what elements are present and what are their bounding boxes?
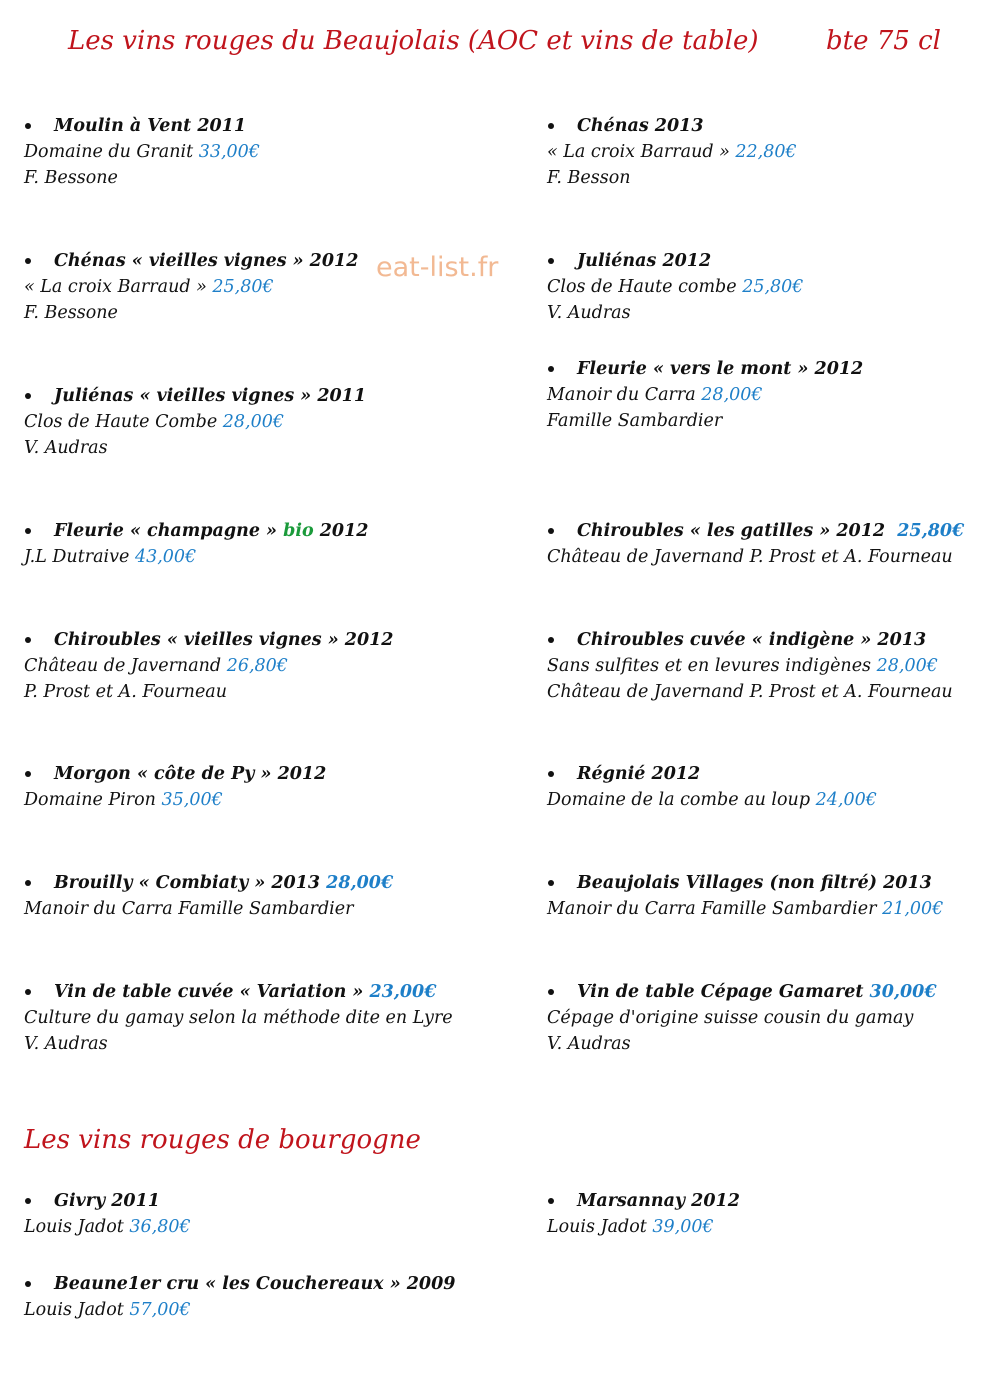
wine-producer: Louis Jadot <box>547 1217 647 1237</box>
wine-grower: F. Bessone <box>24 303 118 323</box>
wine-entry <box>24 979 453 1057</box>
wine-price: 57,00€ <box>129 1300 191 1320</box>
wine-name: Juliénas « vieilles vignes » 2011 <box>24 383 366 409</box>
wine-price: 21,00€ <box>882 899 944 919</box>
wine-entry <box>24 113 260 191</box>
wine-grower: V. Audras <box>547 303 631 323</box>
wine-grower: P. Prost et A. Fourneau <box>24 682 228 702</box>
wine-producer: Clos de Haute Combe <box>24 412 218 432</box>
wine-entry <box>24 1188 191 1240</box>
wine-producer: Manoir du Carra Famille Sambardier <box>547 899 877 919</box>
wine-producer: « La croix Barraud » <box>24 277 207 297</box>
page-title: Les vins rouges du Beaujolais (AOC et vins de table) <box>68 26 759 56</box>
wine-producer: Domaine du Granit <box>24 142 194 162</box>
wine-entry <box>547 1188 740 1240</box>
wine-price: 28,00€ <box>326 873 394 893</box>
wine-grower: V. Audras <box>24 438 108 458</box>
wine-producer: J.L Dutraive <box>24 547 130 567</box>
wine-entry <box>547 627 953 705</box>
wine-grower: V. Audras <box>547 1034 631 1054</box>
wine-name: Régnié 2012 <box>547 761 877 787</box>
wine-entry <box>547 870 943 922</box>
wine-grower: Famille Sambardier <box>547 411 723 431</box>
wine-price: 25,80€ <box>897 521 965 541</box>
wine-producer: Château de Javernand P. Prost et A. Fourneau <box>547 547 953 567</box>
wine-price: 25,80€ <box>742 277 804 297</box>
wine-producer: Manoir du Carra <box>547 385 696 405</box>
wine-name: Chiroubles cuvée « indigène » 2013 <box>547 627 953 653</box>
wine-name: Morgon « côte de Py » 2012 <box>24 761 326 787</box>
wine-entry <box>547 979 937 1057</box>
section-title: Les vins rouges de bourgogne <box>24 1125 421 1155</box>
wine-entry <box>547 518 964 570</box>
wine-price: 43,00€ <box>134 547 197 567</box>
wine-producer: Château de Javernand <box>24 656 222 676</box>
wine-producer: Manoir du Carra Famille Sambardier <box>24 899 354 919</box>
wine-price: 23,00€ <box>369 982 437 1002</box>
bio-label: bio <box>283 521 314 541</box>
wine-price: 26,80€ <box>226 656 288 676</box>
wine-producer: Louis Jadot <box>24 1217 124 1237</box>
wine-entry <box>24 518 368 570</box>
wine-name: Givry 2011 <box>24 1188 191 1214</box>
wine-name: Beaune1er cru « les Couchereaux » 2009 <box>24 1271 455 1297</box>
wine-price: 33,00€ <box>198 142 260 162</box>
wine-name: Brouilly « Combiaty » 2013 28,00€ <box>24 870 393 896</box>
wine-price: 28,00€ <box>876 656 938 676</box>
wine-entry <box>547 113 797 191</box>
wine-entry <box>24 870 393 922</box>
wine-price: 22,80€ <box>735 142 797 162</box>
wine-name: Chénas « vieilles vignes » 2012 <box>24 248 358 274</box>
wine-price: 28,00€ <box>701 385 763 405</box>
wine-entry <box>547 248 803 326</box>
wine-entry <box>24 383 366 461</box>
wine-name: Vin de table cuvée « Variation » 23,00€ <box>24 979 453 1005</box>
wine-price: 25,80€ <box>212 277 274 297</box>
wine-name: Chénas 2013 <box>547 113 797 139</box>
wine-name: Chiroubles « vieilles vignes » 2012 <box>24 627 393 653</box>
wine-producer: « La croix Barraud » <box>547 142 730 162</box>
wine-producer: Clos de Haute combe <box>547 277 737 297</box>
wine-producer: Domaine Piron <box>24 790 156 810</box>
wine-producer: Louis Jadot <box>24 1300 124 1320</box>
wine-name: Fleurie « vers le mont » 2012 <box>547 356 863 382</box>
wine-price: 24,00€ <box>815 790 877 810</box>
watermark: eat-list.fr <box>376 252 499 283</box>
wine-price: 30,00€ <box>869 982 937 1002</box>
wine-entry <box>24 761 326 813</box>
wine-entry <box>24 1271 455 1323</box>
wine-name: Beaujolais Villages (non filtré) 2013 <box>547 870 943 896</box>
wine-price: 36,80€ <box>129 1217 191 1237</box>
wine-entry <box>547 356 863 434</box>
wine-grower: F. Bessone <box>24 168 118 188</box>
wine-price: 35,00€ <box>161 790 223 810</box>
wine-producer: Domaine de la combe au loup <box>547 790 811 810</box>
wine-grower: F. Besson <box>547 168 631 188</box>
wine-name: Fleurie « champagne » bio 2012 <box>24 518 368 544</box>
wine-entry <box>547 761 877 813</box>
wine-name: Moulin à Vent 2011 <box>24 113 260 139</box>
wine-price: 28,00€ <box>222 412 284 432</box>
wine-entry <box>24 627 393 705</box>
wine-name: Chiroubles « les gatilles » 2012 25,80€ <box>547 518 964 544</box>
wine-name: Vin de table Cépage Gamaret 30,00€ <box>547 979 937 1005</box>
wine-price: 39,00€ <box>652 1217 714 1237</box>
wine-description: Cépage d'origine suisse cousin du gamay <box>547 1008 914 1028</box>
bottle-size-label: bte 75 cl <box>826 26 941 56</box>
wine-name: Juliénas 2012 <box>547 248 803 274</box>
wine-description: Culture du gamay selon la méthode dite en Lyre <box>24 1008 453 1028</box>
wine-producer: Château de Javernand P. Prost et A. Fourneau <box>547 682 953 702</box>
wine-name: Marsannay 2012 <box>547 1188 740 1214</box>
wine-grower: V. Audras <box>24 1034 108 1054</box>
wine-description: Sans sulfites et en levures indigènes <box>547 656 872 676</box>
wine-entry <box>24 248 358 326</box>
